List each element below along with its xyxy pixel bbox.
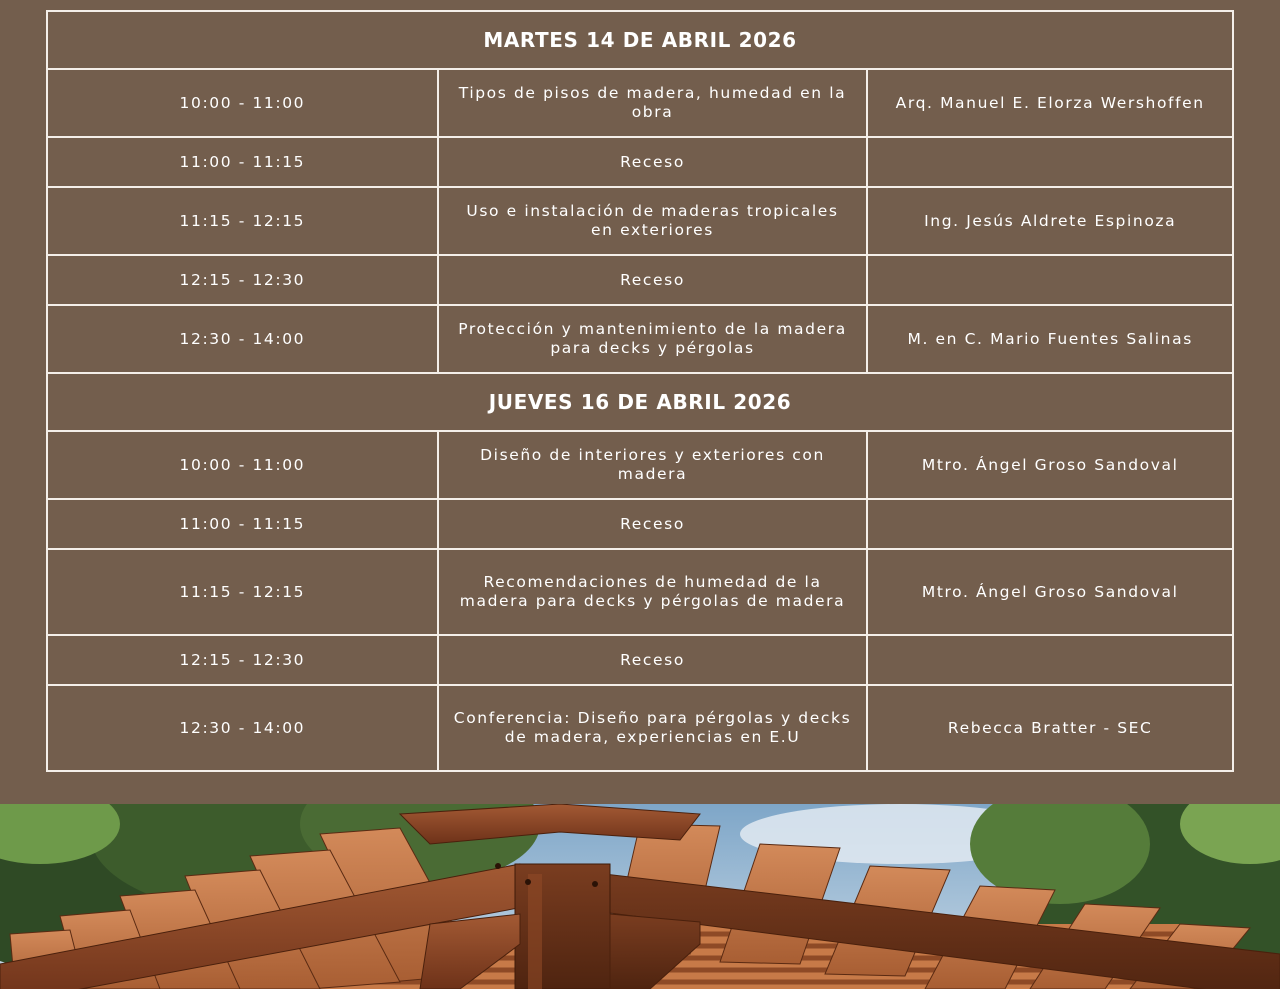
session-row [47,635,1233,685]
session-row [47,685,1233,771]
session-time: 12:15 - 12:30 [47,255,438,305]
session-speaker: Mtro. Ángel Groso Sandoval [867,549,1233,635]
session-topic: Conferencia: Diseño para pérgolas y decks de madera, experiencias en E.U [438,685,868,771]
session-row [47,187,1233,255]
session-time: 11:00 - 11:15 [47,137,438,187]
session-speaker: Mtro. Ángel Groso Sandoval [867,431,1233,499]
session-topic: Receso [438,499,868,549]
schedule-table [46,10,1234,772]
session-topic: Tipos de pisos de madera, humedad en la obra [438,69,868,137]
session-row [47,69,1233,137]
session-time: 10:00 - 11:00 [47,431,438,499]
session-row [47,549,1233,635]
session-speaker: Ing. Jesús Aldrete Espinoza [867,187,1233,255]
session-topic: Receso [438,255,868,305]
session-time: 10:00 - 11:00 [47,69,438,137]
session-topic: Uso e instalación de maderas tropicales en exteriores [438,187,868,255]
session-speaker: Arq. Manuel E. Elorza Wershoffen [867,69,1233,137]
session-topic: Receso [438,137,868,187]
session-speaker [867,255,1233,305]
session-topic: Protección y mantenimiento de la madera para decks y pérgolas [438,305,868,373]
session-topic: Diseño de interiores y exteriores con madera [438,431,868,499]
session-speaker [867,499,1233,549]
session-topic: Receso [438,635,868,685]
session-speaker: M. en C. Mario Fuentes Salinas [867,305,1233,373]
session-row [47,305,1233,373]
session-speaker [867,137,1233,187]
session-time: 11:00 - 11:15 [47,499,438,549]
session-speaker [867,635,1233,685]
pergola-photo [0,804,1280,989]
session-row [47,137,1233,187]
session-row [47,431,1233,499]
session-topic: Recomendaciones de humedad de la madera para decks y pérgolas de madera [438,549,868,635]
session-time: 11:15 - 12:15 [47,187,438,255]
session-time: 11:15 - 12:15 [47,549,438,635]
session-time: 12:30 - 14:00 [47,305,438,373]
session-time: 12:15 - 12:30 [47,635,438,685]
session-row [47,499,1233,549]
day-header-row [47,373,1233,431]
day-title: MARTES 14 DE ABRIL 2026 [47,11,1233,69]
day-header-row [47,11,1233,69]
session-row [47,255,1233,305]
session-time: 12:30 - 14:00 [47,685,438,771]
day-title: JUEVES 16 DE ABRIL 2026 [47,373,1233,431]
session-speaker: Rebecca Bratter - SEC [867,685,1233,771]
